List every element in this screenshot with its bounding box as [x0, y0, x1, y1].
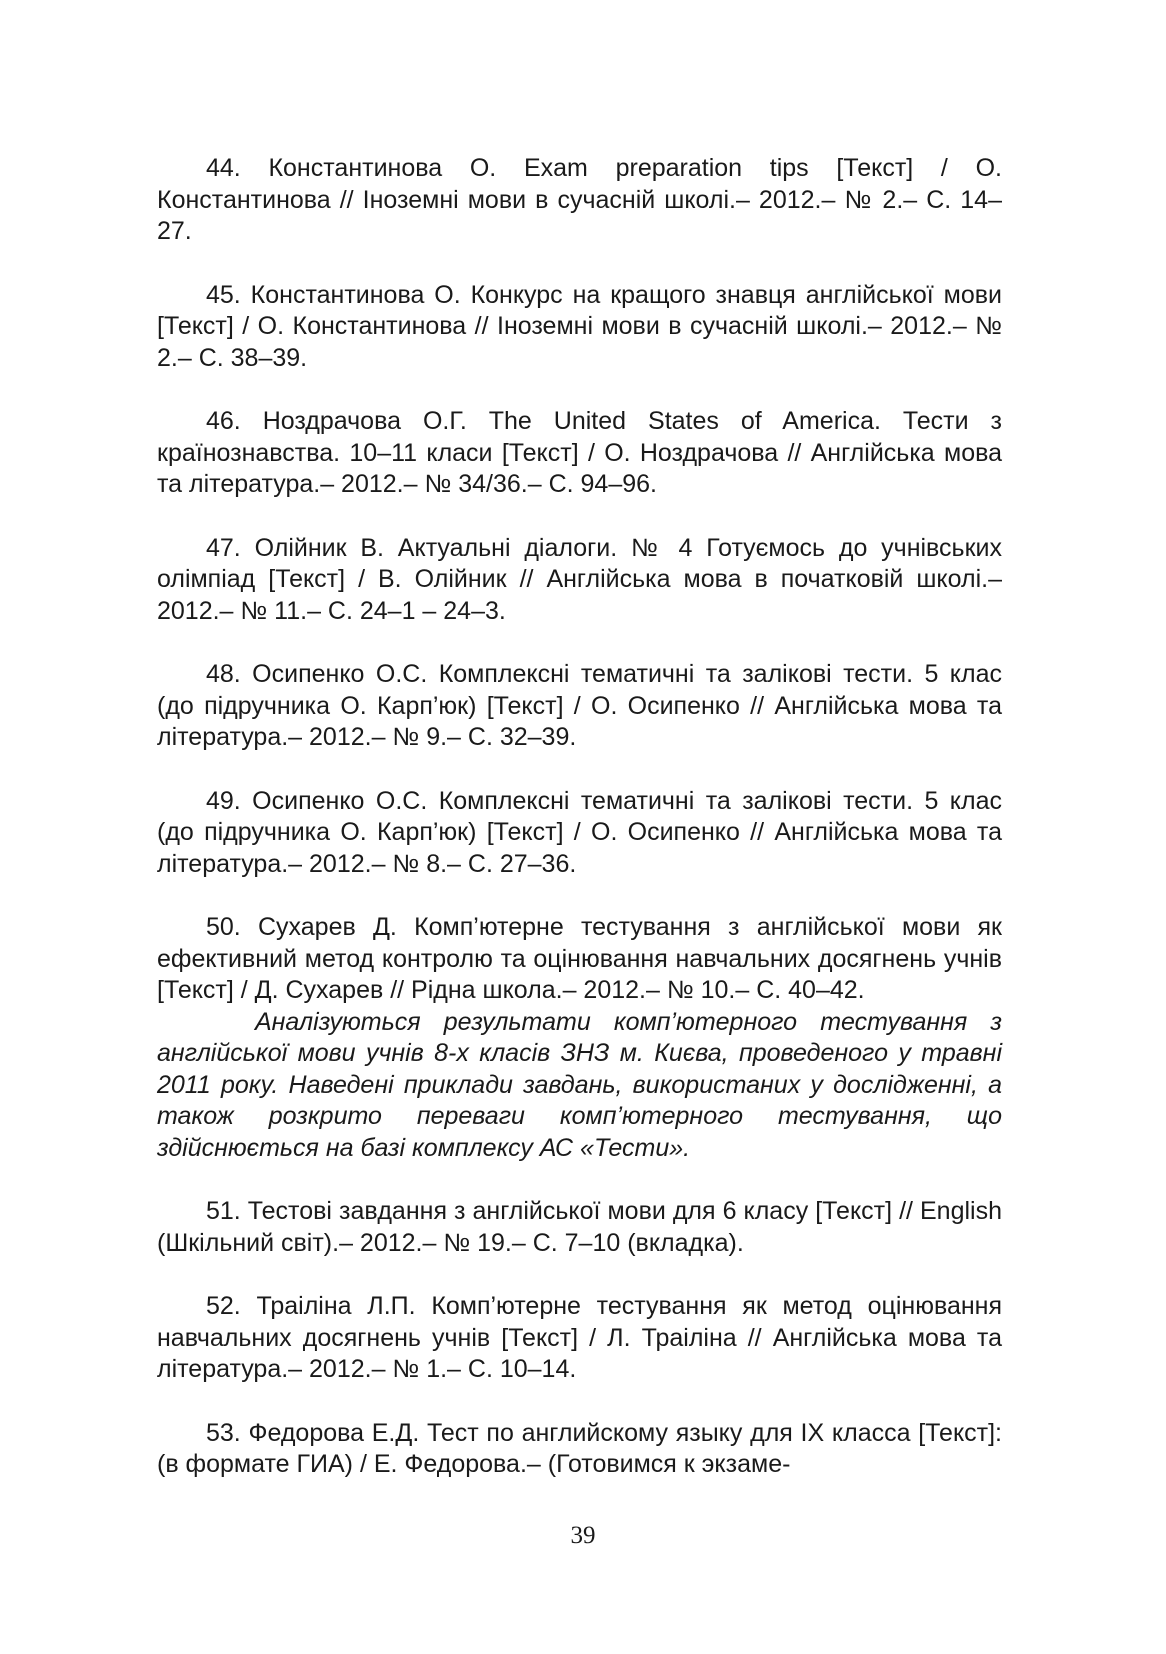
entry-text: 53. Федорова Е.Д. Тест по английскому языку для IX класса [Текст]: (в формате ГИА) / Е. Федорова.– (Готовимся к экзаме- [157, 1418, 1002, 1478]
entry-text: 48. Осипенко О.С. Комплексні тематичні та залікові тести. 5 клас (до підручника О. Карп’юк) [Текст] / О. Осипенко // Англійська мова та література.– 2012.– № 9.– С. 32–39. [157, 660, 1002, 751]
entry-text: 52. Траіліна Л.П. Комп’ютерне тестування як метод оцінювання навчальних досягнень учнів [Текст] / Л. Траіліна // Англійська мова та література.– 2012.– № 1.– С. 10–14. [157, 1292, 1002, 1383]
bibliography-entry-46 [157, 406, 1002, 501]
bibliography-entry-52 [157, 1291, 1002, 1386]
entry-text: 45. Константинова О. Конкурс на кращого знавця англійської мови [Текст] / О. Константинова // Іноземні мови в сучасній школі.– 2012.– № 2.– С. 38–39. [157, 280, 1002, 372]
entry-text: 50. Сухарев Д. Комп’ютерне тестування з англійської мови як ефективний метод контролю та оцінювання навчальних досягнень учнів [Текст] / Д. Сухарев // Рідна школа.– 2012.– № 10.– С. 40–42. [157, 913, 1002, 1004]
bibliography-list [157, 153, 1002, 1513]
bibliography-entry-50 [157, 912, 1002, 1164]
entry-text: 51. Тестові завдання з англійської мови для 6 класу [Текст] // English (Шкільний світ).– 2012.– № 19.– С. 7–10 (вкладка). [157, 1197, 1002, 1257]
entry-text: 49. Осипенко О.С. Комплексні тематичні та залікові тести. 5 клас (до підручника О. Карп’юк) [Текст] / О. Осипенко // Англійська мова та література.– 2012.– № 8.– С. 27–36. [157, 786, 1002, 878]
entry-text: 46. Ноздрачова О.Г. The United States of America. Тести з країнознавства. 10–11 класи [Текст] / О. Ноздрачова // Англійська мова та література.– 2012.– № 34/36.– С. 94–96. [157, 407, 1002, 498]
bibliography-entry-53 [157, 1418, 1002, 1481]
page-number: 39 [570, 1522, 596, 1549]
bibliography-entry-47 [157, 533, 1002, 628]
entry-text: 44. Константинова О. Exam preparation tips [Текст] / О. Константинова // Іноземні мови в сучасній школі.– 2012.– № 2.– С. 14–27. [157, 154, 1002, 245]
bibliography-entry-48 [157, 659, 1002, 754]
entry-text: 47. Олійник В. Актуальні діалоги. № 4 Готуємось до учнівських олімпіад [Текст] / В. Олійник // Англійська мова в початковій школі.– 2012.– № 11.– С. 24–1 – 24–3. [157, 533, 1002, 625]
bibliography-entry-49 [157, 786, 1002, 881]
bibliography-entry-44 [157, 153, 1002, 248]
bibliography-entry-45 [157, 280, 1002, 375]
bibliography-entry-51 [157, 1196, 1002, 1259]
entry-annotation: Аналізуються результати комп’ютерного тестування з англійської мови учнів 8-х класів ЗНЗ м. Києва, проведеного у травні 2011 року. Наведені приклади завдань, використаних у дослідженні, а також розкрито переваги комп’ютерного тестування, що здійснюється на базі комплексу АС «Тести». [157, 1007, 1002, 1162]
